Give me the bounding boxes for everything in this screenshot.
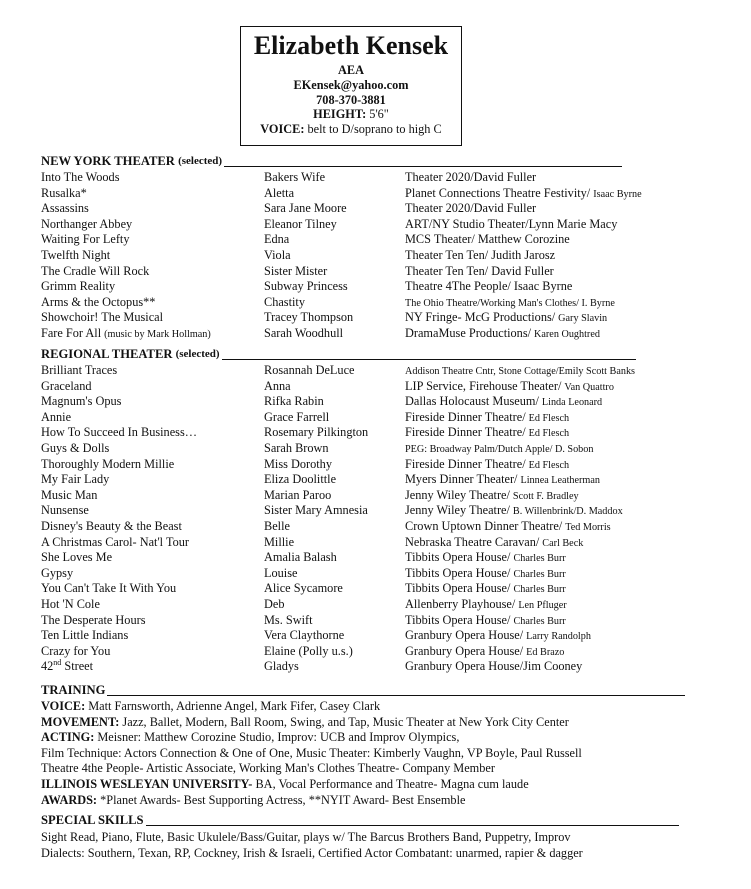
- regional-theater-title: REGIONAL THEATER: [41, 347, 173, 361]
- credit-company: [405, 201, 536, 217]
- credit-company-director: Scott F. Bradley: [512, 490, 579, 502]
- credit-show-title: Twelfth Night: [41, 247, 111, 262]
- credit-role: Alice Sycamore: [264, 581, 343, 596]
- credit-row: [41, 659, 741, 675]
- credit-row: [41, 248, 741, 264]
- credit-row: [41, 519, 741, 535]
- credit-row: [41, 310, 741, 326]
- height-value: 5'6": [369, 107, 389, 122]
- section-rule: [107, 695, 685, 696]
- credit-show: [41, 201, 89, 217]
- credit-company: [405, 279, 572, 295]
- credit-row: [41, 201, 741, 217]
- credit-show-title: Guys & Dolls: [41, 440, 110, 455]
- credit-company: [405, 566, 566, 583]
- credit-company: [405, 363, 635, 380]
- credit-row: [41, 217, 741, 233]
- section-rule: [146, 825, 679, 826]
- credit-role: Amalia Balash: [264, 550, 337, 565]
- voice: [241, 122, 461, 137]
- credit-company: [405, 170, 536, 186]
- credit-company: [405, 613, 566, 630]
- section-title-ny-theater: [41, 154, 622, 169]
- section-rule: [222, 359, 636, 360]
- credit-company: [405, 410, 569, 427]
- credit-company-main: NY Fringe- McG Productions/: [405, 310, 556, 325]
- credit-company: [405, 232, 570, 248]
- credit-show: [41, 186, 87, 202]
- credit-company-main: Dallas Holocaust Museum/: [405, 394, 539, 409]
- credit-company-main: Theater 2020/David Fuller: [405, 201, 537, 216]
- credit-show: [41, 628, 128, 644]
- credit-show-title: Northanger Abbey: [41, 216, 133, 231]
- credit-company: [405, 503, 623, 520]
- credit-show-title: Disney's Beauty & the Beast: [41, 518, 182, 533]
- credit-row: [41, 550, 741, 566]
- credit-show-title: Nunsense: [41, 503, 89, 518]
- credit-show: [41, 379, 92, 395]
- ny-theater-qualifier: (selected): [178, 155, 223, 167]
- special-skills-title: SPECIAL SKILLS: [41, 813, 144, 827]
- credit-show: [41, 503, 89, 519]
- credit-show-title-rest: Street: [61, 659, 94, 674]
- credit-company-director: Ed Flesch: [528, 459, 570, 471]
- training-movement-label: MOVEMENT:: [41, 714, 120, 729]
- credit-show-title: How To Succeed In Business…: [41, 425, 198, 440]
- credit-company-main: Fireside Dinner Theatre/: [405, 409, 526, 424]
- credit-show-title: Magnum's Opus: [41, 394, 122, 409]
- credit-show-title: She Loves Me: [41, 550, 113, 565]
- credit-show-title: Thoroughly Modern Millie: [41, 456, 175, 471]
- credit-company-director: PEG: Broadway Palm/Dutch Apple/ D. Sobon: [405, 443, 594, 455]
- credit-row: [41, 613, 741, 629]
- training-university-text: BA, Vocal Performance and Theatre- Magna cum laude: [252, 776, 529, 791]
- credit-company-director: Charles Burr: [513, 584, 566, 596]
- credit-show-title: You Can't Take It With You: [41, 581, 177, 596]
- credit-company: [405, 217, 617, 233]
- training-movement-text: Jazz, Ballet, Modern, Ball Room, Swing, and Tap, Music Theater at New York City Center: [119, 714, 569, 729]
- credit-company-main: Jenny Wiley Theatre/: [405, 503, 510, 518]
- credit-company-director: Ed Brazo: [526, 646, 565, 658]
- credit-company: [405, 379, 614, 396]
- credit-row: [41, 186, 741, 202]
- credit-role: Millie: [264, 534, 295, 549]
- credit-role: Vera Claythorne: [264, 628, 345, 643]
- credit-row: [41, 279, 741, 295]
- credit-company-main: Crown Uptown Dinner Theatre/: [405, 518, 563, 533]
- credit-show: [41, 472, 109, 488]
- credit-company: [405, 488, 579, 505]
- credit-row: [41, 363, 741, 379]
- credit-company-director: Ed Flesch: [528, 428, 570, 440]
- phone: 708-370-3881: [316, 92, 386, 107]
- credit-row: [41, 232, 741, 248]
- email: EKensek@yahoo.com: [293, 77, 409, 92]
- training-film: Film Technique: Actors Connection & One of One, Music Theater: Kimberly Vaughn, VP Boyle, Paul Russell: [41, 745, 582, 760]
- section-title-training: [41, 683, 685, 698]
- credit-company-director: Ted Morris: [565, 521, 611, 533]
- credit-company-director: Addison Theatre Cntr, Stone Cottage/Emily Scott Banks: [405, 366, 636, 377]
- special-skills-details: [41, 830, 741, 861]
- regional-theater-qualifier: (selected): [175, 348, 220, 360]
- credit-show: [41, 581, 176, 597]
- credit-company-main: Planet Connections Theatre Festivity/: [405, 185, 591, 200]
- credit-role: Sarah Brown: [264, 440, 329, 455]
- credit-show-title: My Fair Lady: [41, 472, 110, 487]
- credit-company: [405, 597, 567, 614]
- credit-role: Viola: [264, 247, 291, 262]
- credit-role: Rifka Rabin: [264, 394, 324, 409]
- credit-role: Rosannah DeLuce: [264, 363, 355, 377]
- training-university: [41, 777, 741, 793]
- voice-label: VOICE:: [260, 122, 305, 137]
- credit-role: Grace Farrell: [264, 409, 330, 424]
- credit-show-title: Arms & the Octopus**: [41, 294, 156, 309]
- credit-company-main: Tibbits Opera House/: [405, 565, 511, 580]
- credit-row: [41, 472, 741, 488]
- credit-company-director: Charles Burr: [513, 615, 566, 627]
- credit-company-main: Jenny Wiley Theatre/: [405, 487, 510, 502]
- credit-company-main: Granbury Opera House/: [405, 643, 524, 658]
- credit-company-director: Gary Slavin: [558, 313, 608, 325]
- training-voice-text: Matt Farnsworth, Adrienne Angel, Mark Fifer, Casey Clark: [85, 699, 381, 713]
- credit-show: [41, 425, 197, 441]
- credit-role: Chastity: [264, 294, 305, 309]
- height-label: HEIGHT:: [313, 107, 367, 122]
- credit-role: Sister Mister: [264, 263, 328, 278]
- credit-company-main: LIP Service, Firehouse Theater/: [405, 378, 562, 393]
- credit-show: [41, 217, 132, 233]
- training-awards-label: AWARDS:: [41, 792, 98, 807]
- credit-show-title: Grimm Reality: [41, 279, 116, 294]
- credit-show-title: Assassins: [41, 201, 89, 216]
- credit-row: [41, 410, 741, 426]
- credit-company: [405, 519, 611, 536]
- voice-value: belt to D/soprano to high C: [307, 122, 442, 137]
- training-awards: [41, 793, 741, 809]
- training-acting-label: ACTING:: [41, 730, 95, 745]
- credit-show-title: 42: [41, 659, 54, 674]
- credit-role: Deb: [264, 596, 285, 611]
- credit-row: [41, 535, 741, 551]
- credit-role: Eliza Doolittle: [264, 472, 337, 487]
- credit-company: [405, 310, 607, 327]
- credit-company-director: Larry Randolph: [526, 631, 591, 643]
- training-movement: [41, 715, 741, 731]
- credit-role: Anna: [264, 378, 291, 393]
- credit-show-title: Gypsy: [41, 565, 74, 580]
- training-acting-text: Meisner: Matthew Corozine Studio, Improv: UCB and Improv Olympics,: [94, 730, 460, 745]
- credit-row: [41, 581, 741, 597]
- credit-show: [41, 295, 155, 311]
- credit-company: [405, 186, 642, 203]
- credit-show: [41, 248, 110, 264]
- credit-role: Marian Paroo: [264, 487, 332, 502]
- ny-theater-title: NEW YORK THEATER: [41, 154, 175, 168]
- training-voice-label: VOICE:: [41, 699, 86, 713]
- credit-row: [41, 394, 741, 410]
- regional-theater-list: [41, 363, 741, 675]
- credit-role: Aletta: [264, 185, 295, 200]
- credit-company-director: Karen Oughtred: [534, 328, 600, 340]
- credit-show-title: The Cradle Will Rock: [41, 263, 150, 278]
- credit-show: [41, 170, 119, 186]
- training-university-label: ILLINOIS WESLEYAN UNIVERSITY-: [41, 776, 253, 791]
- credit-company: [405, 644, 564, 661]
- credit-row: [41, 425, 741, 441]
- credit-company-director: Linnea Leatherman: [520, 475, 600, 487]
- credit-show-title: Ten Little Indians: [41, 628, 129, 643]
- credit-show: [41, 597, 100, 613]
- credit-role: Eleanor Tilney: [264, 216, 337, 231]
- credit-show-title: Hot 'N Cole: [41, 596, 100, 611]
- credit-company-main: Fireside Dinner Theatre/: [405, 456, 526, 471]
- credit-company-main: Theatre 4The People/ Isaac Byrne: [405, 279, 573, 294]
- credit-company-director: Charles Burr: [513, 553, 566, 565]
- credit-show-title: Brilliant Traces: [41, 363, 118, 377]
- credit-row: [41, 441, 741, 457]
- credit-role: Tracey Thompson: [264, 310, 354, 325]
- credit-role: Ms. Swift: [264, 612, 313, 627]
- credit-row: [41, 295, 741, 311]
- credit-show: [41, 457, 174, 473]
- credit-row: [41, 379, 741, 395]
- contact-header: [240, 26, 462, 146]
- credit-company: [405, 425, 569, 442]
- credit-row: [41, 488, 741, 504]
- credit-role: Miss Dorothy: [264, 456, 332, 471]
- credit-row: [41, 566, 741, 582]
- credit-row: [41, 644, 741, 660]
- credit-company-director: Carl Beck: [542, 537, 584, 549]
- credit-show: [41, 363, 117, 379]
- credit-show-note: (music by Mark Hollman): [104, 328, 211, 340]
- credit-company: [405, 326, 600, 343]
- training-theatre-affiliations: Theatre 4the People- Artistic Associate, Working Man's Clothes Theatre- Company Member: [41, 761, 495, 776]
- credit-company-main: Tibbits Opera House/: [405, 612, 511, 627]
- credit-show: [41, 535, 189, 551]
- credit-row: [41, 264, 741, 280]
- credit-show: [41, 613, 145, 629]
- credit-show-title: Music Man: [41, 487, 98, 502]
- credit-company-director: B. Willenbrink/D. Maddox: [512, 506, 623, 518]
- credit-show: [41, 232, 130, 248]
- credit-company: [405, 628, 591, 645]
- credit-show-title: Graceland: [41, 378, 92, 393]
- credit-company: [405, 264, 554, 280]
- credit-row: [41, 597, 741, 613]
- section-title-special-skills: [41, 813, 679, 828]
- credit-show: [41, 441, 109, 457]
- credit-company: [405, 581, 566, 598]
- credit-company-main: Allenberry Playhouse/: [405, 596, 516, 611]
- credit-show: [41, 310, 163, 326]
- credit-show-title: Into The Woods: [41, 170, 120, 184]
- credit-show-title: Fare For All: [41, 325, 102, 340]
- credit-company-main: Theater 2020/David Fuller: [405, 170, 537, 184]
- credit-role: Sister Mary Amnesia: [264, 503, 368, 518]
- union-affiliation: AEA: [338, 63, 364, 77]
- credit-row: [41, 628, 741, 644]
- credit-company: [405, 550, 566, 567]
- credit-company-main: Granbury Opera House/: [405, 628, 524, 643]
- credit-show: [41, 326, 211, 343]
- credit-company-director: Charles Burr: [513, 568, 566, 580]
- credit-show-title: Waiting For Lefty: [41, 232, 130, 247]
- performer-name: Elizabeth Kensek: [253, 31, 449, 60]
- credit-company-main: Theater Ten Ten/ Judith Jarosz: [405, 247, 556, 262]
- credit-company-main: Nebraska Theatre Caravan/: [405, 534, 540, 549]
- credit-show-title: Rusalka*: [41, 185, 87, 200]
- credit-company-main: Tibbits Opera House/: [405, 550, 511, 565]
- credit-role: Bakers Wife: [264, 170, 326, 184]
- credit-company: [405, 248, 555, 264]
- section-rule: [224, 166, 622, 167]
- credit-show-title: Showchoir! The Musical: [41, 310, 164, 325]
- credit-company-director: Len Pfluger: [518, 599, 567, 611]
- credit-company-director: Van Quattro: [564, 381, 614, 393]
- training-voice: [41, 699, 741, 715]
- credit-role: Subway Princess: [264, 279, 348, 294]
- special-skills-line: Sight Read, Piano, Flute, Basic Ukulele/Bass/Guitar, plays w/ The Barcus Brothers Band, Puppetry, Improv: [41, 830, 571, 844]
- credit-company-main: DramaMuse Productions/: [405, 325, 532, 340]
- credit-show-title: Annie: [41, 409, 72, 424]
- credit-company: [405, 472, 600, 489]
- credit-company-main: Myers Dinner Theater/: [405, 472, 518, 487]
- credit-show: [41, 659, 93, 675]
- credit-show: [41, 488, 97, 504]
- credit-row: [41, 326, 741, 342]
- section-title-regional-theater: [41, 347, 636, 362]
- credit-company-main: Fireside Dinner Theatre/: [405, 425, 526, 440]
- credit-company-director: Linda Leonard: [541, 397, 603, 409]
- credit-role: Edna: [264, 232, 290, 247]
- credit-company: [405, 457, 569, 474]
- credit-company-main: ART/NY Studio Theater/Lynn Marie Macy: [405, 216, 618, 231]
- credit-company-director: Isaac Byrne: [593, 188, 642, 200]
- credit-show: [41, 519, 182, 535]
- credit-show-title: Crazy for You: [41, 643, 111, 658]
- credit-show: [41, 550, 112, 566]
- special-skills-line: Dialects: Southern, Texan, RP, Cockney, Irish & Israeli, Certified Actor Combatant: unarmed, rapier & dagger: [41, 845, 583, 860]
- credit-show: [41, 394, 121, 410]
- credit-company: [405, 295, 615, 312]
- credit-role: Elaine (Polly u.s.): [264, 643, 353, 658]
- credit-row: [41, 457, 741, 473]
- credit-show: [41, 566, 73, 582]
- credit-company-director: The Ohio Theatre/Working Man's Clothes/ I. Byrne: [405, 297, 615, 309]
- credit-company-director: Ed Flesch: [528, 412, 570, 424]
- credit-company-main: Granbury Opera House/Jim Cooney: [405, 659, 583, 674]
- credit-row: [41, 170, 741, 186]
- training-awards-text: *Planet Awards- Best Supporting Actress, **NYIT Award- Best Ensemble: [97, 792, 466, 807]
- credit-company: [405, 659, 582, 675]
- credit-show: [41, 644, 110, 660]
- credit-role: Belle: [264, 518, 290, 533]
- height: [241, 107, 461, 122]
- credit-company-main: Tibbits Opera House/: [405, 581, 511, 596]
- credit-role: Gladys: [264, 659, 299, 674]
- credit-show: [41, 264, 149, 280]
- credit-role: Sara Jane Moore: [264, 201, 347, 216]
- credit-role: Sarah Woodhull: [264, 325, 344, 340]
- credit-show: [41, 410, 71, 426]
- credit-role: Rosemary Pilkington: [264, 425, 369, 440]
- credit-company: [405, 535, 583, 552]
- credit-show-superscript: nd: [53, 658, 62, 668]
- credit-row: [41, 503, 741, 519]
- credit-company-main: Theater Ten Ten/ David Fuller: [405, 263, 554, 278]
- credit-company: [405, 441, 593, 458]
- training-details: [41, 699, 741, 808]
- ny-theater-list: [41, 170, 741, 342]
- credit-show-title: The Desperate Hours: [41, 612, 146, 627]
- training-title: TRAINING: [41, 683, 106, 697]
- training-acting: [41, 730, 741, 746]
- credit-show-title: A Christmas Carol- Nat'l Tour: [41, 534, 189, 549]
- credit-company: [405, 394, 602, 411]
- credit-role: Louise: [264, 565, 298, 580]
- credit-company-main: MCS Theater/ Matthew Corozine: [405, 232, 570, 247]
- credit-show: [41, 279, 115, 295]
